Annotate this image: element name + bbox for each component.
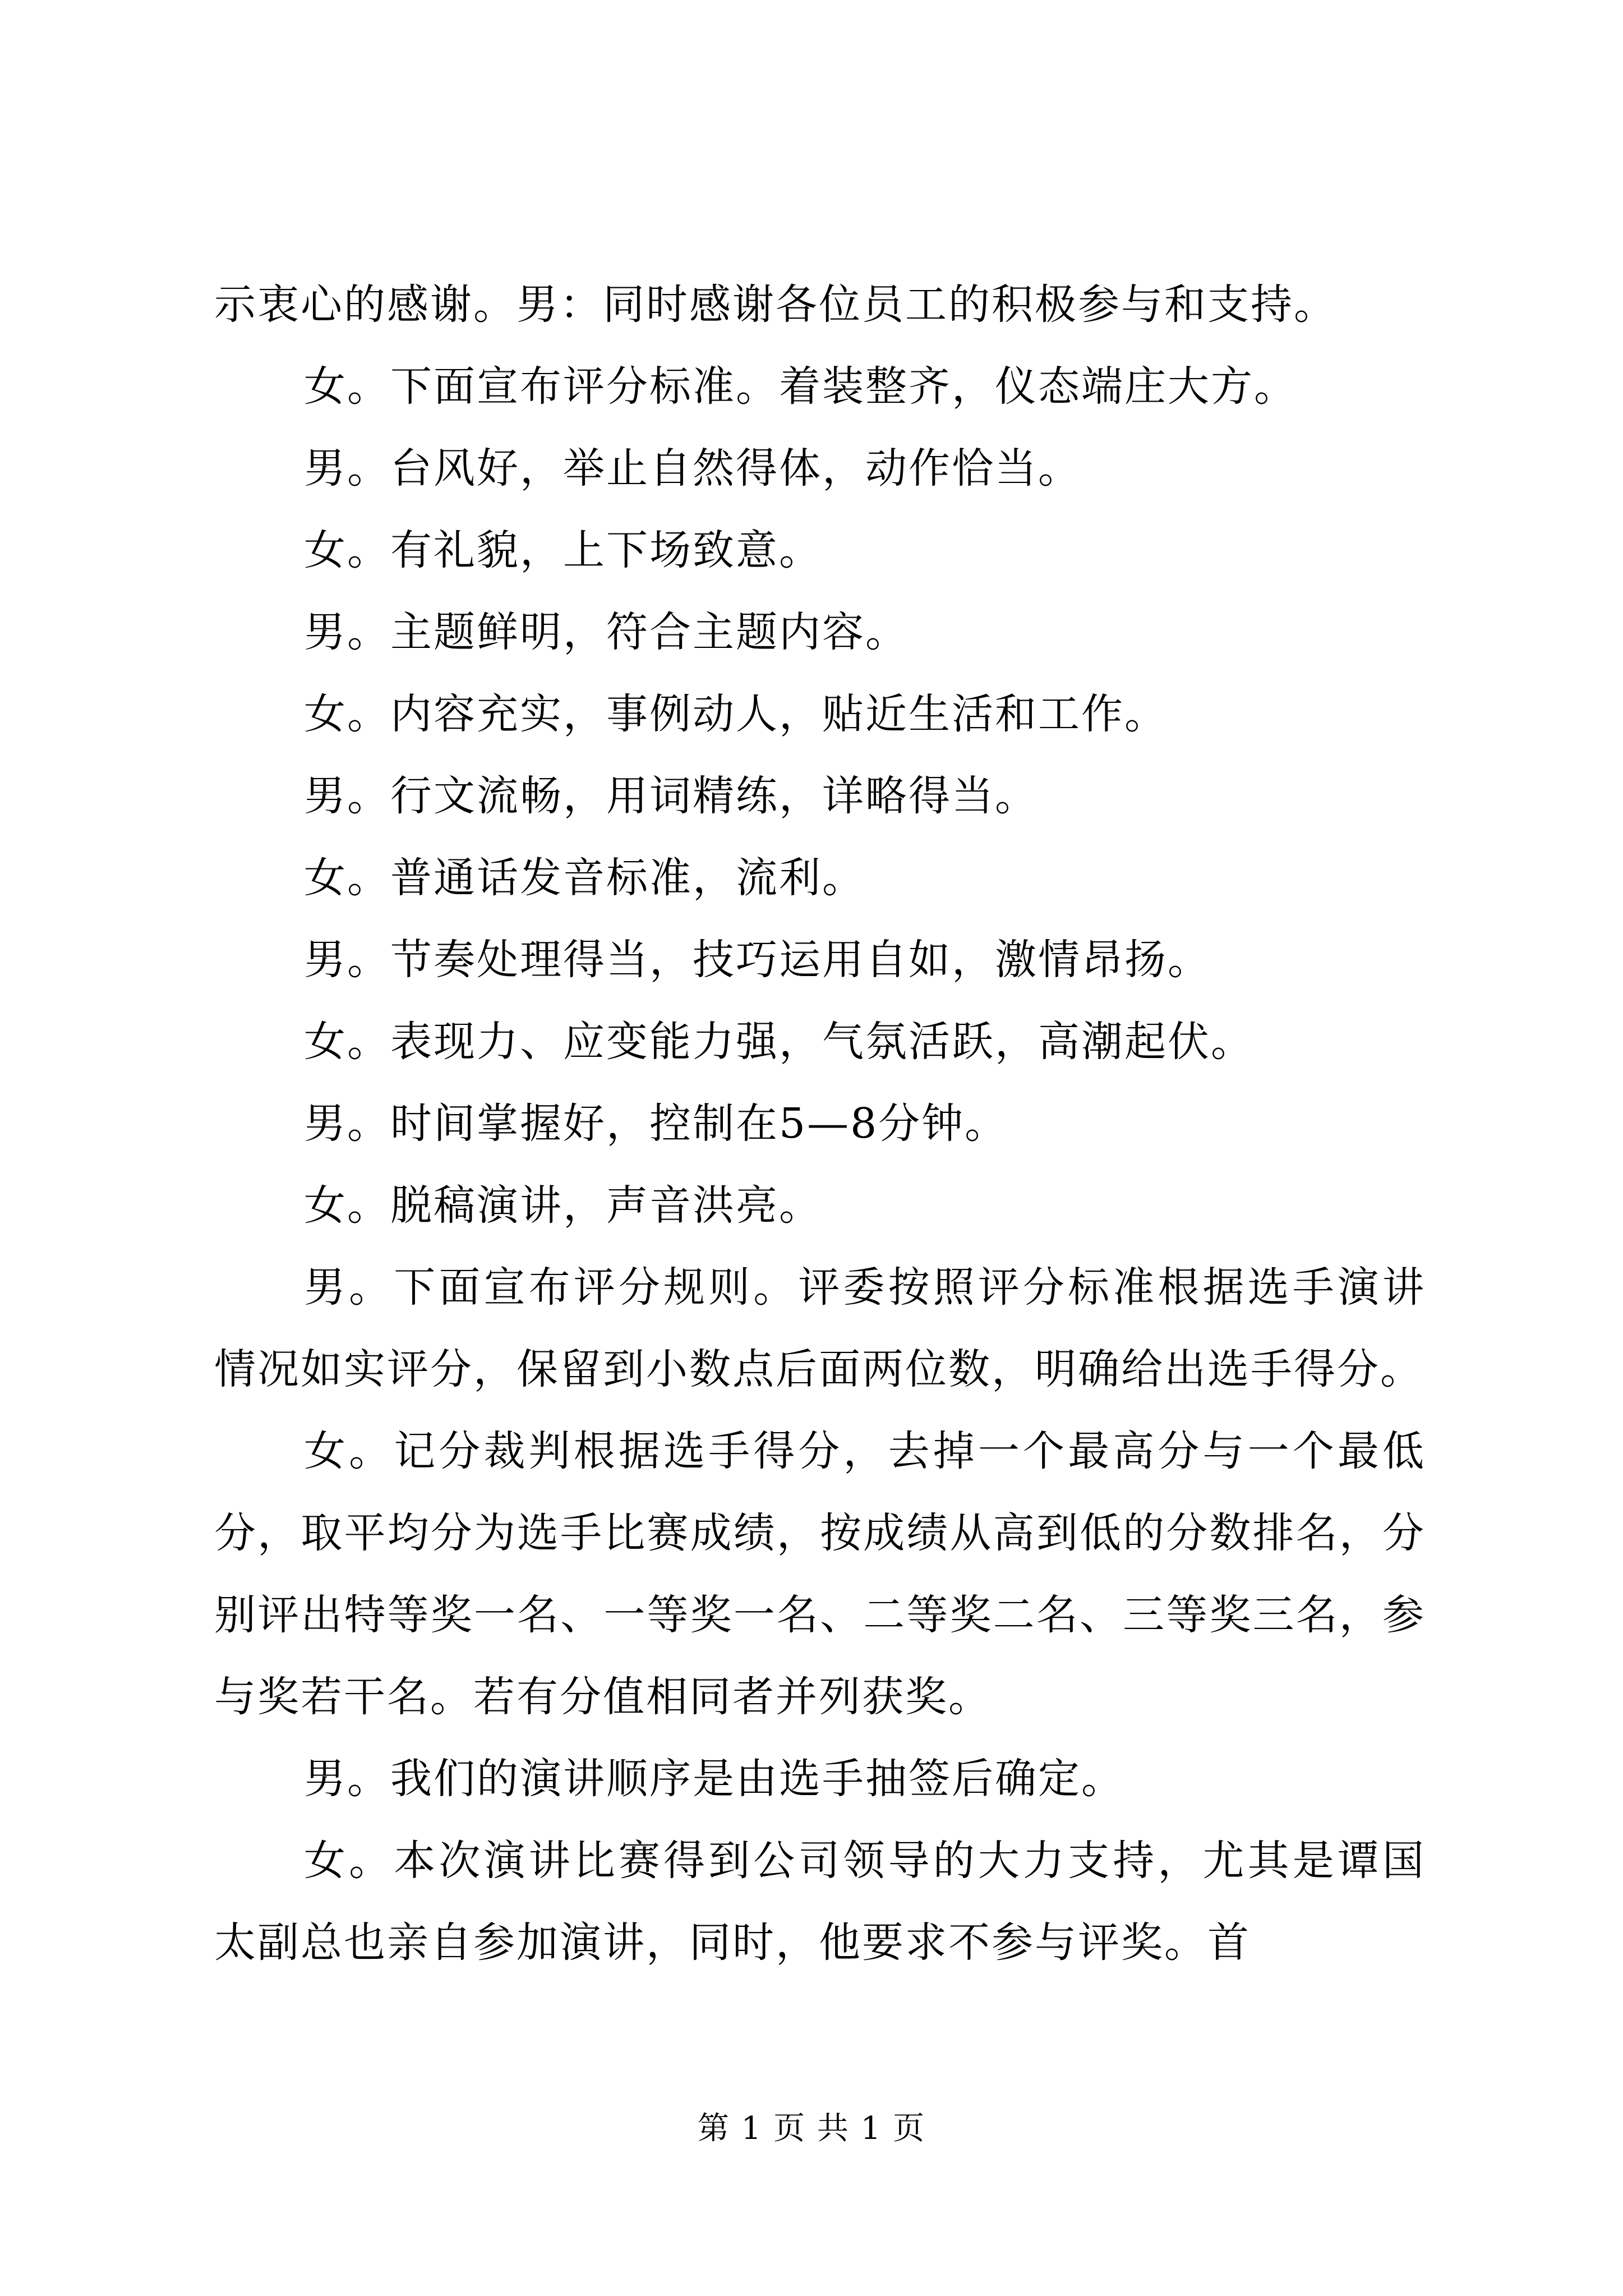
paragraph: 女。记分裁判根据选手得分，去掉一个最高分与一个最低分，取平均分为选手比赛成绩，按成绩从高到低的分数排名，分别评出特等奖一名、一等奖一名、二等奖二名、三等奖三名，参与奖若干名。若有分值相同者并列获奖。 bbox=[214, 1427, 1426, 1721]
paragraph: 女。脱稿演讲，声音洪亮。 bbox=[304, 1181, 822, 1230]
paragraph: 女。内容充实，事例动人，贴近生活和工作。 bbox=[304, 690, 1168, 738]
paragraph: 男。我们的演讲顺序是由选手抽签后确定。 bbox=[304, 1755, 1124, 1803]
paragraph: 女。普通话发音标准，流利。 bbox=[304, 854, 865, 902]
paragraph: 男。下面宣布评分规则。评委按照评分标准根据选手演讲情况如实评分，保留到小数点后面两位数，明确给出选手得分。 bbox=[214, 1263, 1426, 1393]
paragraph: 男。主题鲜明，符合主题内容。 bbox=[304, 608, 909, 656]
page-number-label: 第 1 页 共 1 页 bbox=[697, 2110, 926, 2147]
page-footer bbox=[0, 2106, 1623, 2151]
paragraph: 男。节奏处理得当，技巧运用自如，激情昂扬。 bbox=[304, 936, 1211, 984]
document-body bbox=[214, 264, 1426, 1984]
paragraph: 女。本次演讲比赛得到公司领导的大力支持，尤其是谭国太副总也亲自参加演讲，同时，他要求不参与评奖。首 bbox=[214, 1837, 1426, 1967]
paragraph: 男。台风好，举止自然得体，动作恰当。 bbox=[304, 444, 1081, 493]
paragraph: 男。行文流畅，用词精练，详略得当。 bbox=[304, 772, 1038, 820]
paragraph: 男。时间掌握好，控制在5—8分钟。 bbox=[304, 1099, 1008, 1148]
paragraph: 女。表现力、应变能力强，气氛活跃，高潮起伏。 bbox=[304, 1018, 1254, 1066]
paragraph: 女。下面宣布评分标准。着装整齐，仪态端庄大方。 bbox=[304, 362, 1297, 411]
paragraph: 示衷心的感谢。男：同时感谢各位员工的积极参与和支持。 bbox=[214, 280, 1337, 329]
paragraph: 女。有礼貌，上下场致意。 bbox=[304, 526, 822, 574]
